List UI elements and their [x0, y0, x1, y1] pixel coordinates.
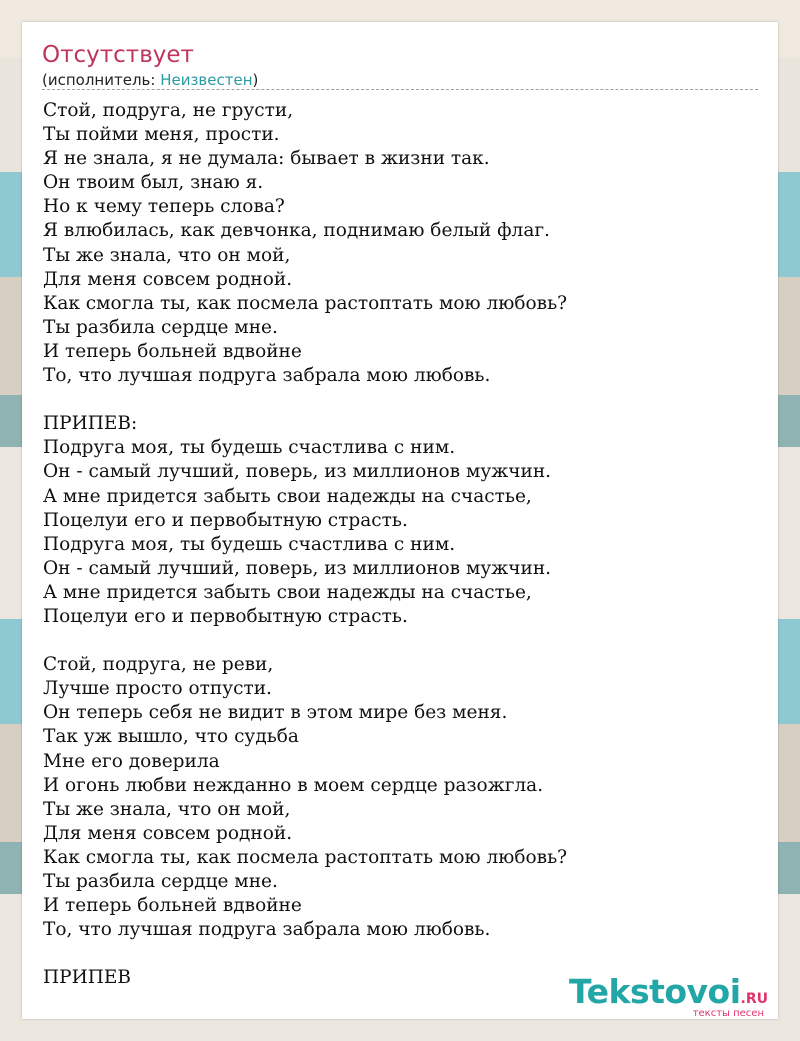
lyric-line: Ты же знала, что он мой, — [43, 798, 291, 820]
lyric-line: Подруга моя, ты будешь счастлива с ним. — [43, 437, 456, 459]
lyric-line: То, что лучшая подруга забрала мою любовь. — [43, 365, 491, 387]
lyric-line: Он - самый лучший, поверь, из миллионов мужчин. — [43, 461, 552, 483]
tekstovoi-logo[interactable] — [569, 972, 774, 1019]
song-title: Отсутствует — [42, 42, 194, 68]
lyrics-card — [22, 22, 778, 1019]
chorus-heading: ПРИПЕВ: — [43, 413, 138, 435]
lyric-blank-line — [43, 388, 763, 412]
lyric-line: Лучше просто отпусти. — [43, 678, 272, 700]
lyric-line: Мне его доверила — [43, 750, 220, 772]
lyric-line: Стой, подруга, не грусти, — [43, 100, 294, 121]
lyric-line: Как смогла ты, как посмела растоптать мою любовь? — [43, 292, 568, 314]
lyric-line: Я влюбилась, как девчонка, поднимаю белый флаг. — [43, 220, 550, 242]
logo-tld: .RU — [740, 991, 769, 1007]
lyric-line: То, что лучшая подруга забрала мою любовь. — [43, 919, 491, 941]
lyric-line: А мне придется забыть свои надежды на счастье, — [43, 485, 532, 507]
lyric-line: Я не знала, я не думала: бывает в жизни так. — [43, 148, 490, 170]
lyric-line: Поцелуи его и первобытную страсть. — [43, 605, 408, 627]
lyric-line: Стой, подруга, не реви, — [43, 654, 274, 676]
lyric-line: Ты разбила сердце мне. — [43, 871, 278, 892]
lyric-blank-line — [43, 942, 763, 966]
lyric-line: И теперь больней вдвойне — [43, 340, 302, 362]
lyric-line: Ты же знала, что он мой, — [43, 244, 291, 266]
logo-name: Tekstovoi — [569, 972, 741, 1011]
lyric-line: Ты пойми меня, прости. — [43, 124, 280, 146]
artist-link[interactable]: Неизвестен — [160, 71, 253, 89]
lyric-line: И теперь больней вдвойне — [43, 895, 302, 917]
artist-prefix: (исполнитель: — [42, 71, 161, 89]
lyric-line: Он твоим был, знаю я. — [43, 172, 264, 194]
lyric-line: Но к чему теперь слова? — [43, 196, 285, 218]
lyric-line: Для меня совсем родной. — [43, 822, 293, 844]
lyric-line: И огонь любви нежданно в моем сердце разожгла. — [43, 774, 544, 796]
lyric-line: Ты разбила сердце мне. — [43, 316, 278, 338]
chorus-reference: ПРИПЕВ — [43, 967, 131, 989]
lyric-line: Подруга моя, ты будешь счастлива с ним. — [43, 533, 456, 555]
artist-line — [42, 71, 258, 89]
lyric-line: Поцелуи его и первобытную страсть. — [43, 509, 408, 531]
lyric-line: Для меня совсем родной. — [43, 268, 293, 290]
title-divider — [42, 89, 758, 90]
lyric-line: Как смогла ты, как посмела растоптать мою любовь? — [43, 846, 568, 868]
lyric-line: Он - самый лучший, поверь, из миллионов мужчин. — [43, 557, 552, 579]
lyrics-text — [43, 99, 763, 990]
lyric-blank-line — [43, 629, 763, 653]
artist-suffix: ) — [252, 71, 259, 89]
lyric-line: Так уж вышло, что судьба — [43, 726, 299, 748]
logo-tagline: тексты песен — [692, 1008, 764, 1019]
lyric-line: А мне придется забыть свои надежды на счастье, — [43, 581, 532, 603]
lyric-line: Он теперь себя не видит в этом мире без меня. — [43, 702, 508, 724]
